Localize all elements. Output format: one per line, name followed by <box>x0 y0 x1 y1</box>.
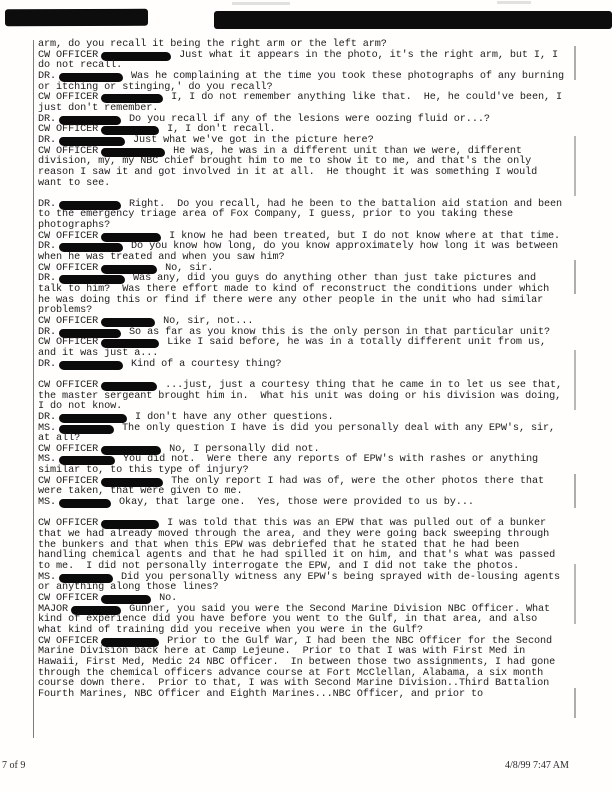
utterance-text: Was he complaining at the time you took these photographs of any burning or itching or stinging,' do you recall? <box>38 70 571 93</box>
utterance-text: Was any, did you guys do anything other than just take pictures and talk to him? Was there effort made to kind of reconstruct the conditions under which he was doing this or find if there were any other people in the unit who had similar problems? <box>38 273 556 317</box>
redaction-bar <box>101 382 157 391</box>
redaction-bar <box>59 361 123 370</box>
transcript-line <box>38 477 566 498</box>
speaker-label: CW OFFICER <box>38 475 99 487</box>
utterance-text: Prior to the Gulf War, I had been the NBC Officer for the Second Marine Division back here at Camp Lejeune. Prior to that I was with First Med in Hawaii, First Med, Medic 24 NBC Officer. In between those two assignments, I had gone through the chemical officers advance course at Fort McClellan, Alabama, a six month course down there. Prior to that, I was with Second Marine Division..Third Battalion Fourth Marines, NBC Officer and Eighth Marines...NBC Officer, and prior to <box>38 635 562 700</box>
scan-edge-line-left <box>33 40 34 738</box>
utterance-text: So as far as you know this is the only person in that particular unit? <box>129 326 550 338</box>
redaction-bar <box>59 414 127 423</box>
speaker-label: CW OFFICER <box>38 49 99 61</box>
scan-edge-line-right <box>574 46 576 718</box>
transcript-line <box>38 70 571 93</box>
transcript-line <box>38 605 566 637</box>
transcript-line <box>38 198 569 232</box>
speaker-label: DR. <box>38 411 57 423</box>
transcript-line <box>38 115 566 126</box>
redaction-bar <box>59 137 125 146</box>
speaker-label: CW OFFICER <box>38 635 99 647</box>
utterance-text: I know he had been treated, but I do not know where at that time. <box>169 230 561 242</box>
utterance-text: You did not. Were there any reports of EPW's with rashes or anything similar to, to this type of injury? <box>38 454 544 477</box>
speaker-label: MS. <box>38 422 57 434</box>
utterance-text: I, I don't recall. <box>167 124 276 136</box>
transcript-line <box>38 274 566 317</box>
utterance-text: Okay, that large one. Yes, those were provided to us by... <box>119 497 474 509</box>
speaker-label: MAJOR <box>38 603 69 615</box>
speaker-label: CW OFFICER <box>38 145 99 157</box>
speaker-label: MS. <box>38 454 57 466</box>
redaction-bar <box>59 73 123 82</box>
speaker-label: DR. <box>38 113 57 125</box>
utterance-text: Just what we've got in the picture here? <box>133 134 374 146</box>
utterance-text: Do you know how long, do you know approximately how long it was between when he was treated and when you saw him? <box>38 241 565 264</box>
utterance-text: Gunner, you said you were the Second Marine Division NBC Officer. What kind of experience did you have before you went to the Gulf, in that area, and also what kind of training did you receive when you were in the Gulf? <box>38 603 557 636</box>
speaker-label: CW OFFICER <box>38 337 99 349</box>
speaker-label: DR. <box>38 326 57 338</box>
redaction-bar <box>101 126 159 135</box>
speaker-label: DR. <box>38 134 57 146</box>
transcript-line <box>38 455 566 476</box>
header-redaction-bar-right <box>214 11 612 29</box>
speaker-label: DR. <box>38 273 57 285</box>
utterance-text: No, I personally did not. <box>169 443 320 455</box>
speaker-label: CW OFFICER <box>38 316 99 327</box>
transcript-line <box>38 519 566 572</box>
transcript-line <box>38 51 566 72</box>
transcript-line <box>38 147 566 190</box>
transcript-line <box>38 360 566 371</box>
utterance-text: No. <box>159 592 178 604</box>
utterance-text: ...just, just a courtesy thing that he came in to let us see that, the master sergeant brought him in. What his unit was doing or his division was doing, I do not know. <box>38 379 569 413</box>
footer-timestamp: 4/8/99 7:47 AM <box>505 760 569 771</box>
utterance-text: arm, do you recall it being the right arm or the left arm? <box>38 39 387 50</box>
speaker-label: CW OFFICER <box>38 592 99 604</box>
speaker-label: CW OFFICER <box>38 518 99 530</box>
transcript-line <box>38 92 569 114</box>
speaker-label: CW OFFICER <box>38 443 99 455</box>
utterance-text: Kind of a courtesy thing? <box>131 358 282 370</box>
speaker-label: DR. <box>38 358 57 370</box>
speaker-label: DR. <box>38 70 57 82</box>
transcript-line <box>38 242 566 263</box>
utterance-text: Right. Do you recall, had he been to the battalion aid station and been to the emergency triage area of Fox Company, I guess, prior to you taking these photographs? <box>38 198 569 232</box>
utterance-text: Just what it appears in the photo, it's the right arm, but I, I do not recall. <box>38 49 565 72</box>
transcript-line <box>38 498 566 509</box>
utterance-text: Did you personally witness any EPW's being sprayed with de-lousing agents or anything along those lines? <box>38 571 567 594</box>
redaction-bar <box>59 499 111 508</box>
speaker-label: MS. <box>38 497 57 509</box>
scan-artifact <box>232 2 290 5</box>
speaker-label: DR. <box>38 198 57 210</box>
utterance-text: No, sir. <box>165 262 214 274</box>
scan-artifact <box>497 1 531 4</box>
transcript-line <box>38 424 566 445</box>
speaker-label: CW OFFICER <box>38 262 99 274</box>
speaker-label: CW OFFICER <box>38 124 99 136</box>
speaker-label: CW OFFICER <box>38 92 99 104</box>
utterance-text: The only question I have is did you personally deal with any EPW's, sir, at all? <box>38 422 562 445</box>
redaction-bar <box>101 595 151 604</box>
utterance-text: Do you recall if any of the lesions were oozing fluid or...? <box>129 113 490 125</box>
transcript-line <box>38 338 566 359</box>
redaction-bar <box>101 94 163 103</box>
transcript-body <box>38 39 571 701</box>
redaction-bar <box>101 318 155 327</box>
speaker-label: MS. <box>38 571 57 583</box>
utterance-text: I was told that this was an EPW that was pulled out of a bunker that we had already moved through the area, and they were going back sweeping through the bunkers and that when this EPW was debriefed that he stated that he had been handling chemical agents and that he had spilled it on him, and that's what was passed to me. I did not personally interrogate the EPW, and I did not take the photos. <box>38 518 562 572</box>
redaction-bar <box>101 339 159 348</box>
redaction-bar <box>101 520 159 529</box>
utterance-text: I, I do not remember anything like that. He, he could've been, I just don't remember. <box>38 92 569 114</box>
speaker-label: CW OFFICER <box>38 230 99 242</box>
utterance-text: He was, he was in a different unit than we were, different division, my, my NBC chief brought him to me to show it to me, and that's the only reason I saw it and got involved in it at all. He thought it was something I would want to see. <box>38 145 544 189</box>
utterance-text: The only report I had was of, were the other photos there that were taken, that were given to me. <box>38 475 550 498</box>
transcript-line <box>38 637 566 701</box>
speaker-label: DR. <box>38 241 57 253</box>
utterance-text: No, sir, not... <box>163 316 254 327</box>
transcript-line <box>38 379 569 413</box>
utterance-text: Like I said before, he was in a totally different unit from us, and it was just a... <box>38 337 553 359</box>
footer-page-number: 7 of 9 <box>2 760 26 771</box>
utterance-text: I don't have any other questions. <box>135 411 334 423</box>
transcript-line <box>38 573 566 594</box>
header-redaction-bar-left <box>5 9 148 26</box>
speaker-label: CW OFFICER <box>38 379 99 391</box>
